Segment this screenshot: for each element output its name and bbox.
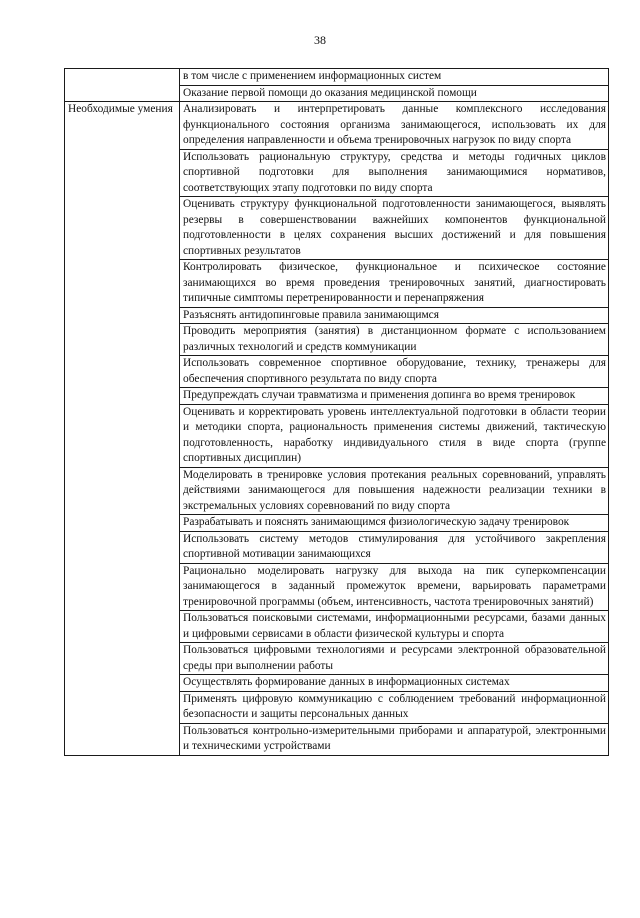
skill-cell: Использовать рациональную структуру, средства и методы годичных циклов спортивной подготовки для выполнения занимающимися нормативов, соответствующих этапу подготовки по виду спорта xyxy=(180,149,609,197)
skill-cell: Предупреждать случаи травматизма и применения допинга во время тренировок xyxy=(180,388,609,405)
table-row xyxy=(65,69,609,86)
section-label: Необходимые умения xyxy=(65,102,180,756)
table-row xyxy=(65,102,609,150)
table-cell: Оказание первой помощи до оказания медицинской помощи xyxy=(180,85,609,102)
skill-cell: Применять цифровую коммуникацию с соблюдением требований информационной безопасности и защиты персональных данных xyxy=(180,691,609,723)
skill-cell: Оценивать и корректировать уровень интеллектуальной подготовки в области теории и методики спорта, рациональность применения системы движений, тактическую подготовленность, наработку индивидуального стиля в виде спорта (группе спортивных дисциплин) xyxy=(180,404,609,467)
table-cell: в том числе с применением информационных систем xyxy=(180,69,609,86)
skill-cell: Моделировать в тренировке условия протекания реальных соревнований, управлять действиями занимающегося для повышения надежности реализации техники в экстремальных условиях соревнований по виду спорта xyxy=(180,467,609,515)
skill-cell: Пользоваться контрольно-измерительными приборами и аппаратурой, электронными и техническими устройствами xyxy=(180,723,609,755)
skill-cell: Проводить мероприятия (занятия) в дистанционном формате с использованием различных технологий и средств коммуникации xyxy=(180,324,609,356)
skill-cell: Оценивать структуру функциональной подготовленности занимающегося, выявлять резервы в совершенствовании важнейших компонентов функциональной подготовленности в целях сохранения высших достижений и для повышения спортивных результатов xyxy=(180,197,609,260)
skill-cell: Разрабатывать и пояснять занимающимся физиологическую задачу тренировок xyxy=(180,515,609,532)
skill-cell: Использовать систему методов стимулирования для устойчивого закрепления спортивной мотивации занимающихся xyxy=(180,531,609,563)
skill-cell: Осуществлять формирование данных в информационных системах xyxy=(180,675,609,692)
skill-cell: Пользоваться поисковыми системами, информационными ресурсами, базами данных и цифровыми сервисами в области физической культуры и спорта xyxy=(180,611,609,643)
skill-cell: Рационально моделировать нагрузку для выхода на пик суперкомпенсации занимающегося в заданный промежуток времени, варьировать параметрами тренировочной программы (объем, интенсивность, частота тренировочных занятий) xyxy=(180,563,609,611)
skills-table xyxy=(64,68,609,756)
skill-cell: Пользоваться цифровыми технологиями и ресурсами электронной образовательной среды при выполнении работы xyxy=(180,643,609,675)
page-number: 38 xyxy=(314,33,326,47)
skill-cell: Контролировать физическое, функциональное и психическое состояние занимающихся во время проведения тренировочных занятий, диагностировать типичные симптомы перетренированности и перенапряжения xyxy=(180,260,609,308)
skill-cell: Использовать современное спортивное оборудование, технику, тренажеры для обеспечения спортивного результата по виду спорта xyxy=(180,356,609,388)
skill-cell: Анализировать и интерпретировать данные комплексного исследования функционального состояния организма занимающегося, использовать их для определения направленности и объема тренировочных нагрузок по виду спорта xyxy=(180,102,609,150)
empty-label-cell xyxy=(65,69,180,102)
skill-cell: Разъяснять антидопинговые правила занимающимся xyxy=(180,307,609,324)
